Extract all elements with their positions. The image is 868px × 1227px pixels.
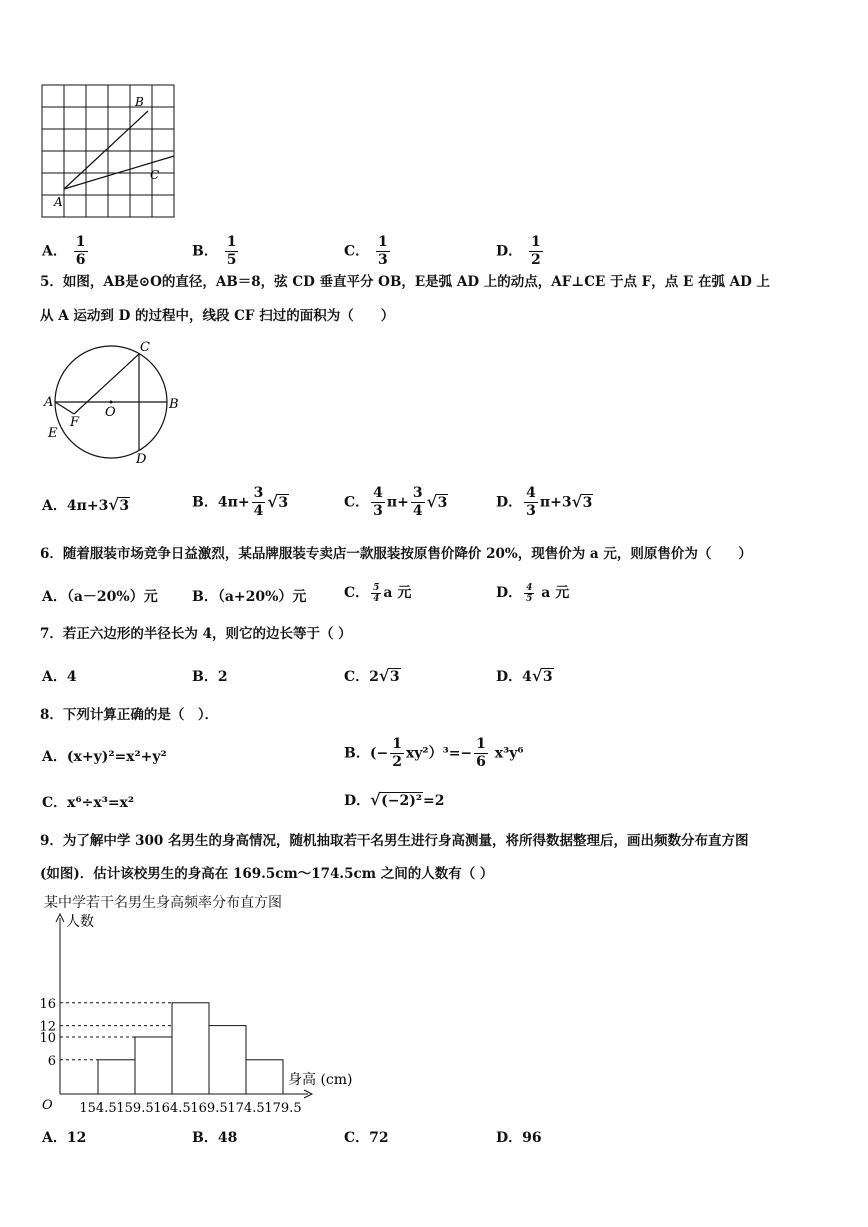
numerator: 3: [253, 485, 264, 501]
x-tick-label: 159.5: [116, 1101, 154, 1116]
option-letter: B．: [192, 243, 218, 260]
x-tick-label: 154.5: [79, 1101, 117, 1116]
numerator: 4: [373, 485, 383, 501]
numerator: 1: [531, 234, 541, 250]
q6-option-b[interactable]: B．（a+20%）元: [192, 589, 307, 605]
denominator: 3: [526, 503, 536, 519]
option-text: xy²）³=−: [405, 745, 473, 762]
q5-option-d[interactable]: D． $\frac{4}{3}$ π+3 √ 3: [496, 485, 593, 519]
histogram-bar: [135, 1037, 172, 1094]
radicand: 3: [119, 498, 130, 514]
circle-label-o: O: [105, 405, 116, 420]
q4-grid-figure: [38, 83, 178, 219]
denominator: 4: [253, 503, 264, 519]
denominator: 4: [373, 593, 380, 604]
circle-label-a: A: [44, 395, 54, 410]
option-text: π+3: [539, 494, 572, 511]
q5-option-b[interactable]: B．4π+ $\frac{3}{4}$ √ 3: [192, 485, 289, 519]
q8-option-a[interactable]: A．(x+y)²=x²+y²: [42, 749, 167, 765]
option-letter: D．: [496, 243, 523, 260]
option-letter: A．: [42, 498, 67, 514]
option-letter: A．: [42, 243, 67, 260]
numerator: 1: [226, 234, 237, 250]
grid-label-a: A: [54, 195, 63, 209]
radicand: 3: [278, 494, 289, 511]
x-tick-label: 169.5: [190, 1101, 228, 1116]
circle-label-b: B: [169, 397, 179, 412]
denominator: 2: [531, 252, 541, 268]
circle-label-f: F: [70, 415, 80, 430]
q5-option-c[interactable]: C． $\frac{4}{3}$ π+ $\frac{3}{4}$ √ 3: [344, 485, 448, 519]
q7-option-a[interactable]: A．4: [42, 669, 77, 685]
histogram-bar: [209, 1026, 246, 1094]
circle-label-e: E: [48, 426, 58, 441]
denominator: 6: [75, 252, 86, 268]
q7-option-b[interactable]: B．2: [192, 669, 228, 685]
numerator: 1: [476, 736, 486, 752]
option-text: π+: [386, 494, 409, 511]
y-tick-label: 10: [39, 1031, 56, 1046]
grid-label-b: B: [135, 95, 144, 109]
option-text: a 元: [536, 585, 570, 601]
option-text: a 元: [383, 585, 412, 601]
x-axis-label: 身高 (cm): [288, 1072, 353, 1088]
q4-option-a[interactable]: [42, 234, 90, 269]
radicand: 3: [542, 669, 553, 685]
q5-circle-figure: [40, 336, 200, 468]
histogram-bar: [172, 1003, 209, 1094]
option-letter: C．: [344, 585, 370, 601]
option-text: 4π+: [217, 494, 250, 511]
q7-option-c[interactable]: C．2 √ 3: [344, 666, 400, 685]
histogram-bar: [246, 1060, 283, 1094]
option-letter: B．: [344, 745, 370, 762]
option-letter: D．: [496, 585, 523, 601]
y-tick-label: 6: [47, 1053, 56, 1069]
numerator: 4: [526, 485, 536, 501]
q5-stem-line2: 从 A 运动到 D 的过程中，线段 CF 扫过的面积为（ ）: [40, 308, 395, 324]
q8-option-b[interactable]: [344, 736, 524, 771]
option-letter: C．: [344, 243, 370, 260]
denominator: 2: [392, 754, 402, 770]
denominator: 5: [226, 252, 237, 268]
chart-title: 某中学若干名男生身高频率分布直方图: [44, 895, 282, 911]
numerator: 1: [378, 234, 388, 250]
x-tick-label: 164.5: [153, 1101, 191, 1116]
y-tick-label: 16: [39, 996, 56, 1012]
option-letter: B．: [192, 494, 218, 511]
q6-option-c[interactable]: [344, 582, 411, 604]
q9-option-d[interactable]: D．96: [496, 1130, 542, 1146]
grid-label-c: C: [150, 168, 160, 182]
radicand: 3: [389, 669, 400, 685]
histogram-chart: [30, 908, 370, 1120]
circle-label-c: C: [140, 340, 150, 355]
option-letter: D．: [344, 793, 371, 809]
y-tick-label: 12: [39, 1019, 56, 1035]
option-letter: C．: [344, 669, 370, 685]
denominator: 4: [412, 503, 423, 519]
q8-option-c[interactable]: C．x⁶÷x³=x²: [42, 795, 135, 811]
coefficient: 4: [522, 669, 532, 685]
numerator: 5: [373, 582, 380, 593]
q6-stem: 6．随着服装市场竞争日益激烈，某品牌服装专卖店一款服装按原售价降价 20%，现售价为 a 元，则原售价为（ ）: [40, 546, 752, 562]
q8-option-d[interactable]: D． √ (−2)²=2: [344, 790, 445, 809]
q7-option-d[interactable]: D．4 √ 3: [496, 666, 553, 685]
histogram-bar: [98, 1060, 135, 1094]
q4-option-d[interactable]: [496, 234, 545, 269]
circle-label-d: D: [136, 452, 147, 467]
option-letter: D．: [496, 494, 523, 511]
coefficient: 2: [369, 669, 379, 685]
q6-option-d[interactable]: [496, 582, 569, 604]
option-letter: C．: [344, 494, 370, 511]
numerator: 1: [75, 234, 86, 250]
q9-option-b[interactable]: B．48: [192, 1130, 238, 1146]
denominator: 3: [378, 252, 388, 268]
q7-stem: 7．若正六边形的半径长为 4，则它的边长等于（ ）: [40, 626, 352, 642]
denominator: 3: [373, 503, 383, 519]
q4-option-c[interactable]: [344, 234, 392, 269]
option-text: =2: [423, 793, 445, 809]
denominator: 5: [526, 593, 533, 604]
numerator: 3: [412, 485, 423, 501]
q5-stem-line1: 5．如图，AB是⊙O的直径，AB＝8，弦 CD 垂直平分 OB，E是弧 AD 上的动点，AF⊥CE 于点 F，点 E 在弧 AD 上: [40, 274, 771, 290]
numerator: 4: [526, 582, 533, 593]
q5-option-a[interactable]: A．4π+3 √ 3: [42, 495, 130, 514]
x-tick-label: 174.5: [227, 1101, 265, 1116]
x-tick-label: 179.5: [264, 1101, 302, 1116]
q9-option-c[interactable]: C．72: [344, 1130, 389, 1146]
option-text: x³y⁶: [489, 745, 524, 762]
option-text: (−: [369, 745, 389, 762]
q4-option-b[interactable]: [192, 234, 240, 269]
denominator: 6: [476, 754, 486, 770]
q6-option-a[interactable]: A．（a－20%）元: [42, 589, 158, 605]
numerator: 1: [392, 736, 402, 752]
radicand: (−2)²: [381, 793, 422, 809]
y-axis-label: 人数: [66, 914, 94, 930]
q9-stem-line2: (如图)．估计该校男生的身高在 169.5cm～174.5cm 之间的人数有（ ）: [40, 866, 494, 882]
option-text: 4π+3: [66, 498, 109, 514]
q8-stem: 8．下列计算正确的是（ ）．: [40, 707, 219, 723]
radicand: 3: [582, 494, 593, 511]
radicand: 3: [437, 494, 448, 511]
option-letter: D．: [496, 669, 523, 685]
q9-stem-line1: 9．为了解中学 300 名男生的身高情况，随机抽取若干名男生进行身高测量，将所得数据整理后，画出频数分布直方图: [40, 833, 749, 849]
origin-label: O: [42, 1098, 53, 1113]
q9-option-a[interactable]: A．12: [42, 1130, 87, 1146]
